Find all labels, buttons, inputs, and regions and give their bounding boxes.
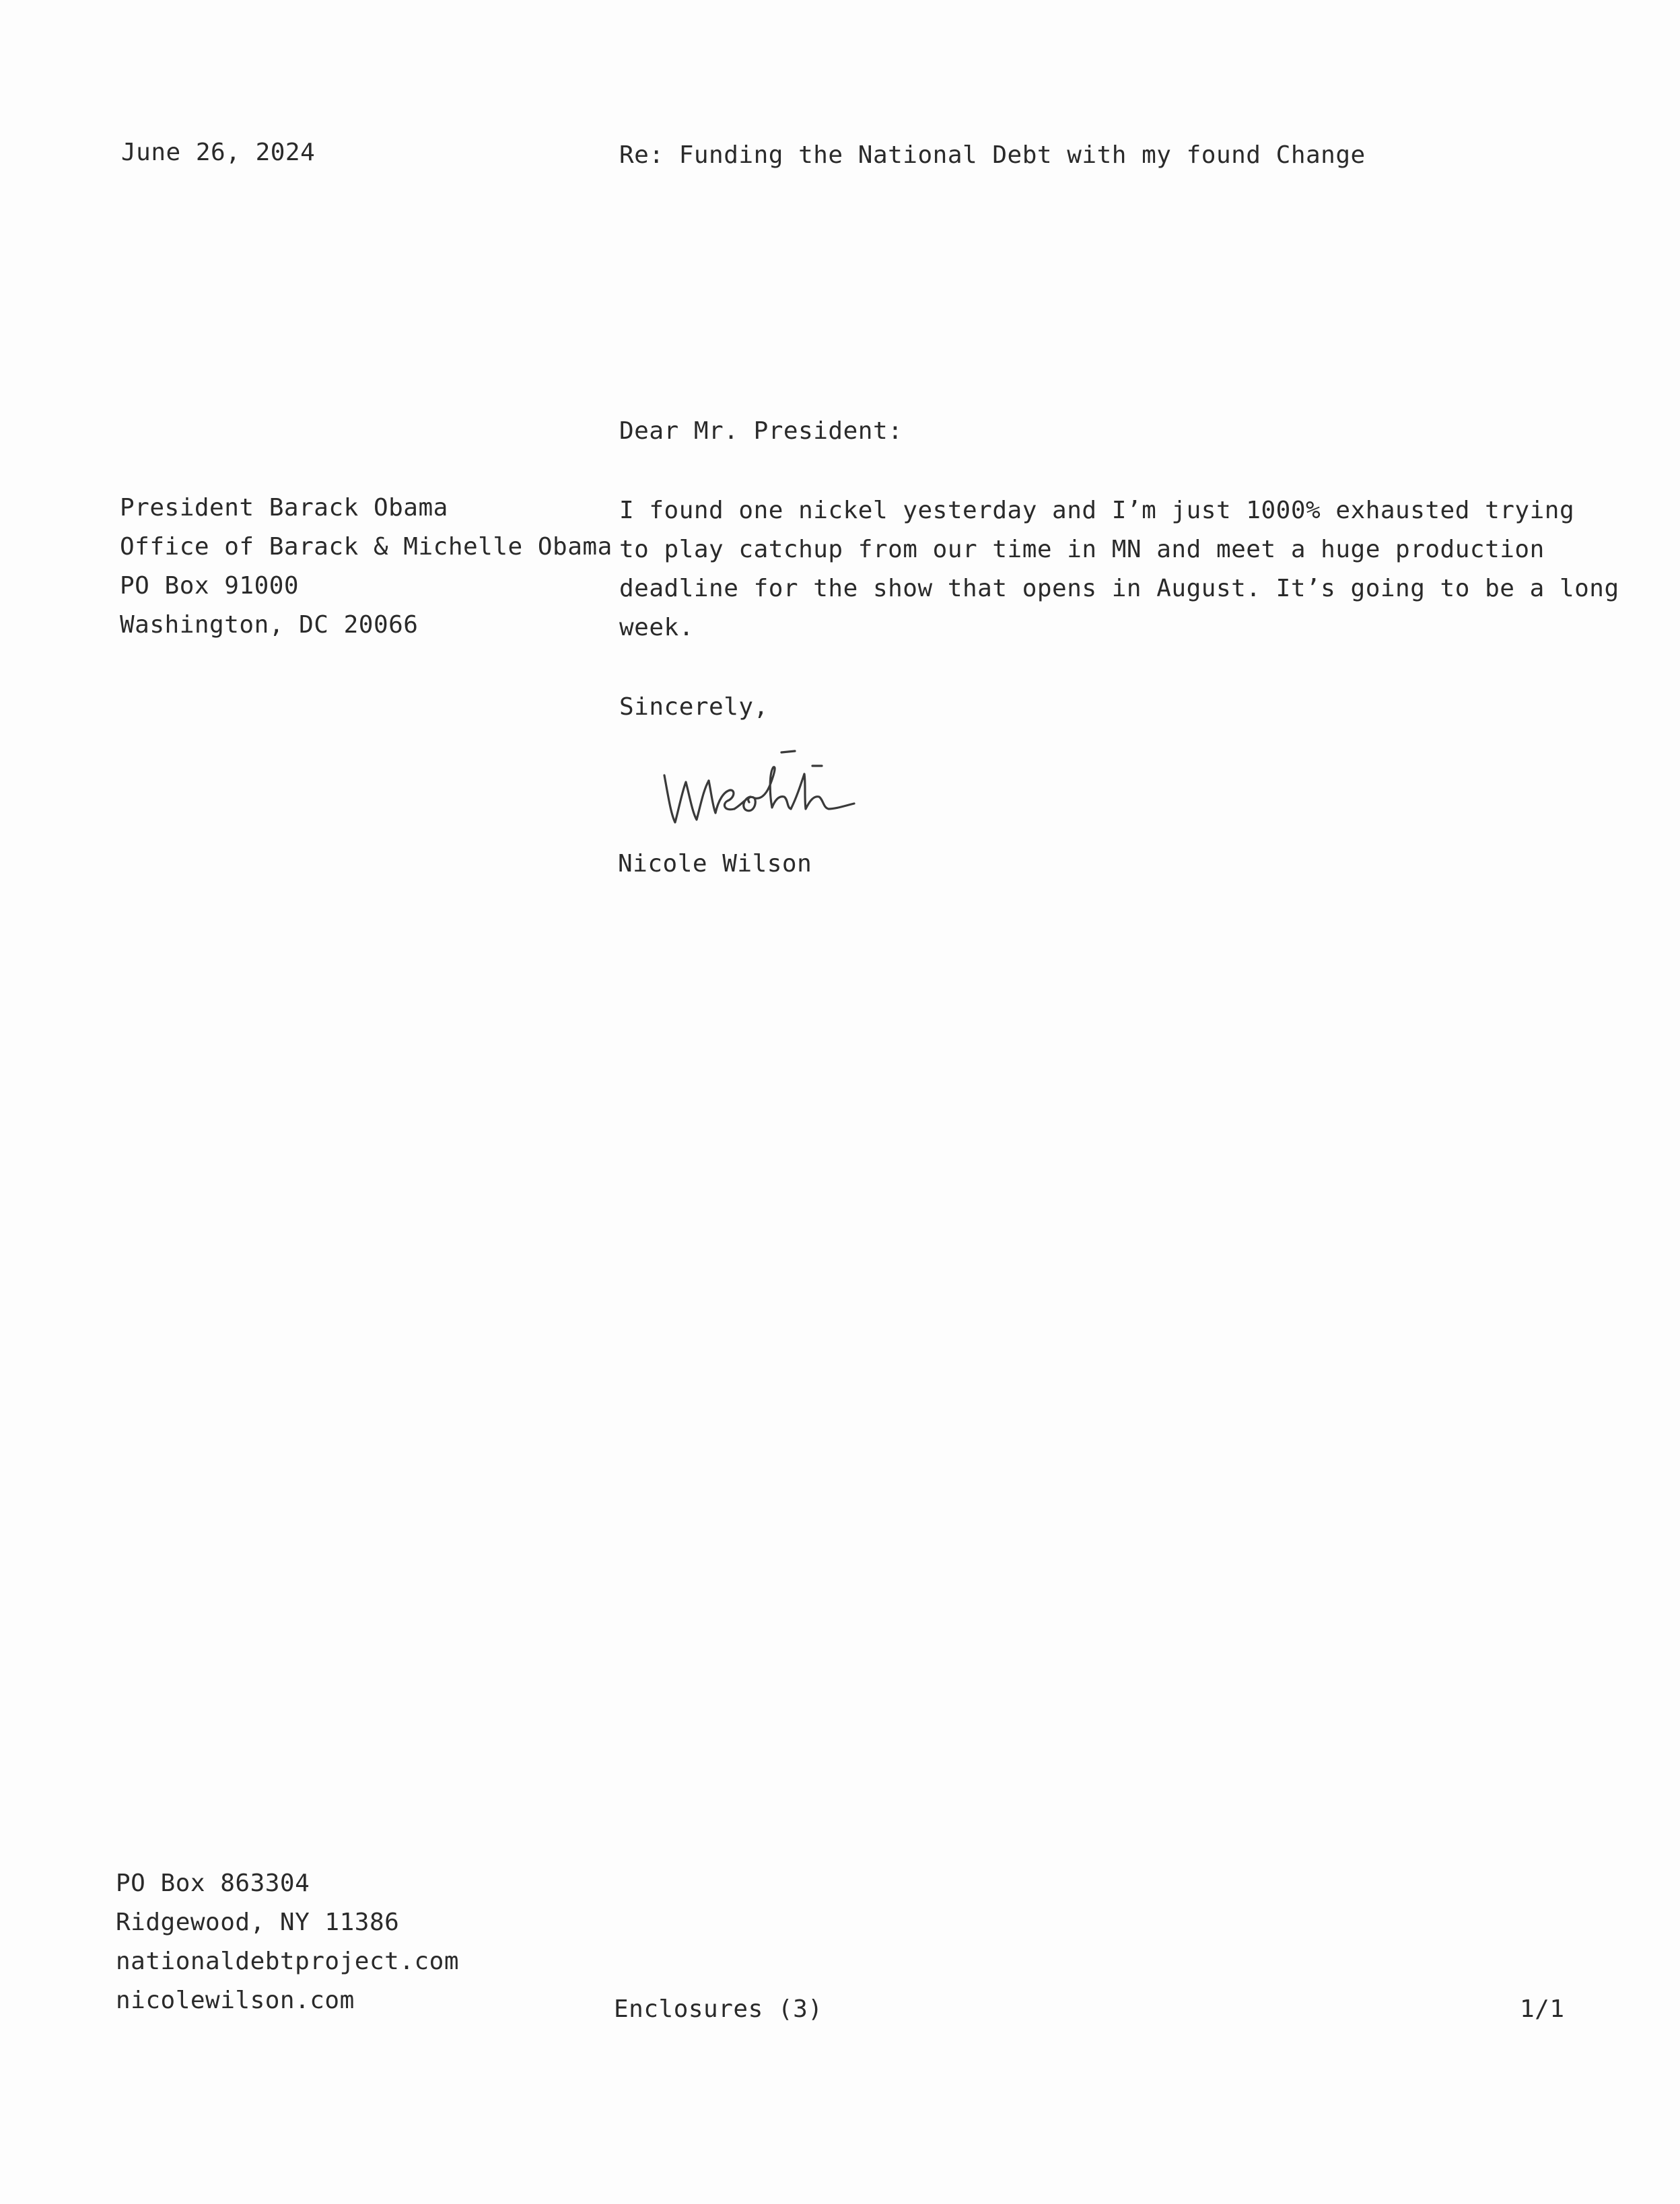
letter-body [619, 491, 1619, 647]
letter-date: June 26, 2024 [121, 139, 316, 166]
body-line: deadline for the show that opens in August. It’s going to be a long [619, 575, 1619, 602]
recipient-address [120, 489, 612, 645]
handwritten-signature [656, 734, 979, 841]
recipient-line: President Barack Obama [120, 494, 448, 522]
enclosures-note: Enclosures (3) [614, 1995, 823, 2023]
page-number: 1/1 [1520, 1995, 1565, 2023]
recipient-line: Washington, DC 20066 [120, 611, 419, 639]
sender-line: nationaldebtproject.com [116, 1948, 459, 1975]
signer-name: Nicole Wilson [618, 850, 812, 878]
letter-subject: Re: Funding the National Debt with my found Change [619, 141, 1366, 169]
body-line: week. [619, 614, 694, 641]
recipient-line: Office of Barack & Michelle Obama [120, 533, 612, 561]
recipient-line: PO Box 91000 [120, 572, 300, 600]
closing: Sincerely, [619, 693, 769, 721]
sender-line: nicolewilson.com [116, 1987, 355, 2014]
body-line: to play catchup from our time in MN and meet a huge production [619, 536, 1545, 563]
sender-line: Ridgewood, NY 11386 [116, 1909, 400, 1936]
body-line: I found one nickel yesterday and I’m just 1000% exhausted trying [619, 497, 1575, 524]
sender-line: PO Box 863304 [116, 1870, 310, 1897]
sender-address [116, 1864, 459, 2020]
salutation: Dear Mr. President: [619, 417, 903, 445]
